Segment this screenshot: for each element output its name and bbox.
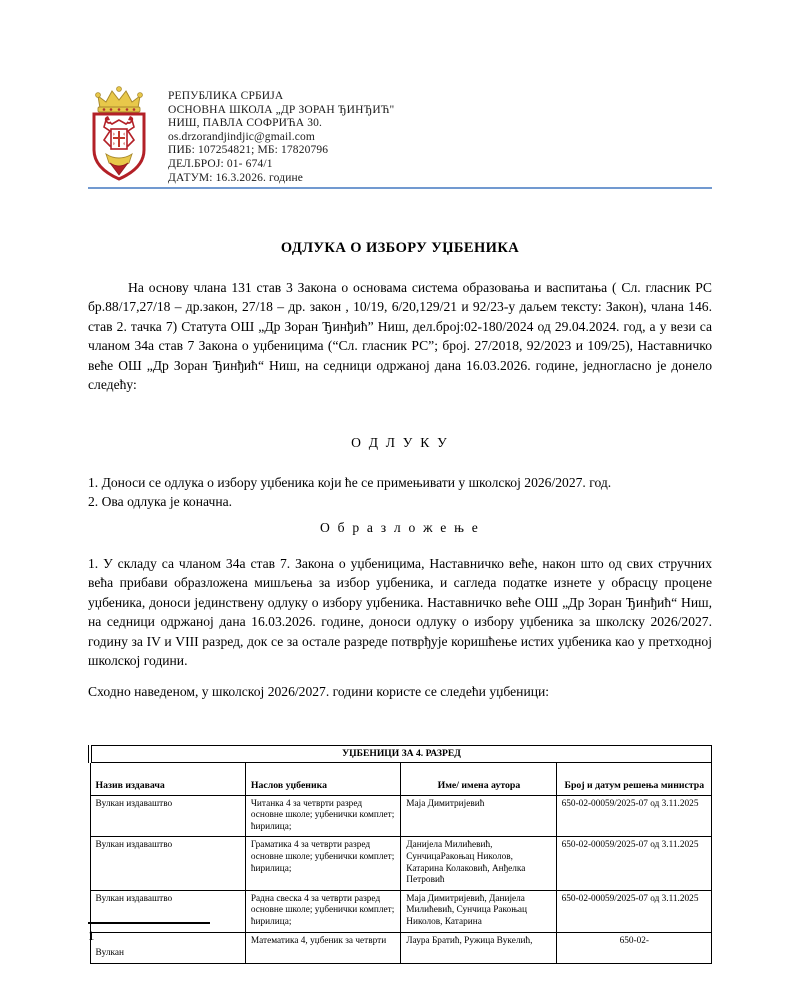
cell-title: Математика 4, уџбеник за четврти	[245, 932, 400, 963]
letterhead	[88, 82, 712, 185]
cell-publisher: Вулкан издаваштво	[90, 837, 245, 890]
cell-authors: Маја Димитријевић, Данијела Милићевић, Сунчица Ракоњац Николов, Катарина	[401, 890, 556, 932]
decision-item-1: 1. Доноси се одлука о избору уџбеника који ће се примењивати у школској 2026/2027. год.	[88, 475, 612, 490]
cell-decision: 650-02-00059/2025-07 од 3.11.2025	[556, 890, 711, 932]
cell-title: Радна свеска 4 за четврти разред основне школе; уџбенички комплет; ћирилица;	[245, 890, 400, 932]
cell-decision: 650-02-00059/2025-07 од 3.11.2025	[556, 837, 711, 890]
heading-odluku: О Д Л У К У	[351, 435, 449, 450]
letterhead-line-ref-number: ДЕЛ.БРОЈ: 01- 674/1	[168, 157, 273, 170]
column-header-publisher: Назив издавача	[90, 762, 245, 795]
decision-items	[88, 473, 712, 512]
textbooks-table	[88, 745, 712, 964]
cell-authors: Лаура Братић, Ружица Вукелић,	[401, 932, 556, 963]
table-header-row	[90, 762, 712, 795]
cell-publisher: Вулкан	[90, 932, 245, 963]
letterhead-line-republic: РЕПУБЛИКА СРБИЈА	[168, 90, 284, 102]
cell-authors: Маја Димитријевић	[401, 795, 556, 837]
page-number: 1	[88, 928, 95, 943]
cell-title: Граматика 4 за четврти разред основне школе; уџбенички комплет; ћирилица;	[245, 837, 400, 890]
letterhead-line-address: НИШ, ПАВЛА СОФРИЋА 30.	[168, 117, 323, 130]
heading-obrazlozenje: О б р а з л о ж е њ е	[320, 520, 480, 535]
cell-title: Читанка 4 за четврти разред основне школе; уџбенички комплет; ћирилица;	[245, 795, 400, 837]
letterhead-line-school: ОСНОВНА ШКОЛА „ДР ЗОРАН ЂИНЂИЋ"	[168, 103, 395, 116]
table-row	[90, 795, 712, 837]
cell-publisher: Вулкан издаваштво	[90, 795, 245, 837]
table-span-header-row	[90, 746, 712, 763]
table-row	[90, 932, 712, 963]
letterhead-line-email: os.drzorandjindjic@gmail.com	[168, 130, 316, 143]
paragraph-conclusion: Сходно наведеном, у школској 2026/2027. години користе се следећи уџбеници:	[88, 684, 550, 699]
serbian-coat-of-arms-icon	[88, 84, 150, 182]
letterhead-text-block	[168, 82, 394, 185]
table-span-header: УЏБЕНИЦИ ЗА 4. РАЗРЕД	[90, 746, 712, 763]
decision-item-2: 2. Ова одлука је коначна.	[88, 494, 233, 510]
table-row	[90, 890, 712, 932]
cell-decision: 650-02-	[556, 932, 711, 963]
paragraph-explanation: 1. У складу са чланом 34а став 7. Закона о уџбеницима, Наставничко веће, након што од свих стручних већа прибави образложена мишљења за избор уџбеника, и сагледа податке изнете у обрасцу процене уџбеника, доноси јединствену одлуку о избору уџбеника. Наставничко веће ОШ „Др Зоран Ђинђић“ Ниш, на седници одржаној дана 16.03.2026. године, доноси одлуку о избору уџбеника за школску 2026/2027. годину за IV и VIII разред, док се за остале разреде потврђује коришћење истих уџбеника као у претходној школској години.	[88, 556, 712, 669]
cell-decision: 650-02-00059/2025-07 од 3.11.2025	[556, 795, 711, 837]
cell-authors: Данијела Милићевић, СунчицаРакоњац Николов, Катарина Колаковић, Анђелка Петровић	[401, 837, 556, 890]
column-header-decision: Број и датум решења министра	[556, 762, 711, 795]
paragraph-legal-basis: На основу члана 131 став 3 Закона о основама система образовања и васпитања ( Сл. гласник РС бр.88/17,27/18 – др.закон, 27/18 – др. закон , 10/19, 6/20,129/21 и 92/23-у даљем тексту: Закон), члана 146. став 2. тачка 7) Статута ОШ „Др Зоран Ђинђић” Ниш, дел.број:02-180/2024 од 29.04.2024. год, а у вези са чланом 34а став 7 Закона о уџбеницима (“Сл. гласник РС”; број. 27/2018, 92/2023 и 109/25), Наставничко веће ОШ „Др Зоран Ђинђић“ Ниш, на седници одржаној дана 16.03.2026. године, једногласно је донело следећу:	[88, 280, 712, 393]
page-title: ОДЛУКА О ИЗБОРУ УЏБЕНИКА	[280, 240, 520, 256]
footer-divider	[88, 922, 210, 924]
textbooks-table-wrapper	[88, 745, 712, 964]
letterhead-line-tax-ids: ПИБ: 107254821; МБ: 17820796	[168, 144, 329, 157]
column-header-title: Наслов уџбеника	[245, 762, 400, 795]
column-header-authors: Име/ имена аутора	[401, 762, 556, 795]
table-row	[90, 837, 712, 890]
letterhead-line-date: ДАТУМ: 16.3.2026. године	[168, 171, 304, 184]
header-divider-rule	[88, 187, 712, 189]
cell-publisher: Вулкан издаваштво	[90, 890, 245, 932]
